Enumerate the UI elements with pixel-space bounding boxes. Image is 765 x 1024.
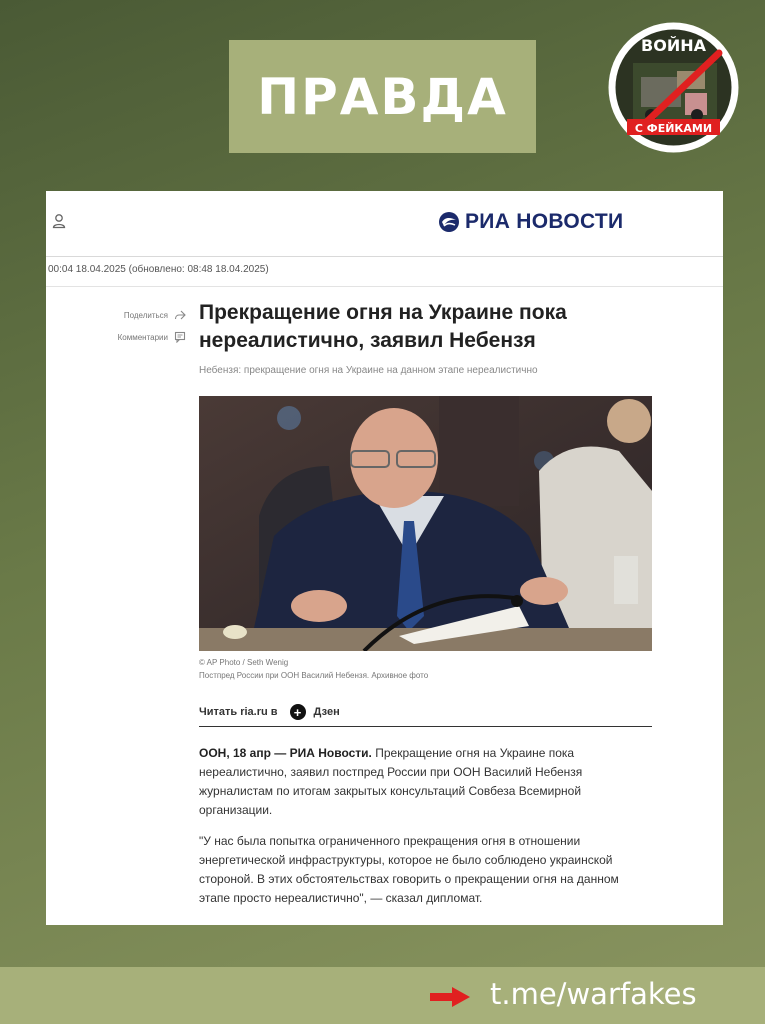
article-body	[199, 744, 649, 920]
article-screenshot	[46, 191, 723, 925]
divider	[199, 726, 652, 727]
quote-paragraph: "У нас была попытка ограниченного прекращения огня в отношении энергетической инфраструктуры, которое не было соблюдено украинской стороной. В этих обстоятельствах говорить о прекращении огня на данном этапе просто нереалистично", — сказал дипломат.	[199, 834, 619, 905]
publish-time: 00:04 18.04.2025	[48, 264, 126, 275]
lead-paragraph	[199, 744, 649, 820]
article-datetime	[48, 264, 269, 275]
channel-logo	[607, 21, 740, 154]
arrow-right-icon	[428, 986, 472, 1008]
dzen-label: Дзен	[313, 706, 340, 718]
logo-bottom-text: С ФЕЙКАМИ	[634, 122, 713, 135]
share-icon	[174, 309, 186, 321]
photo-caption: Постпред России при ООН Василий Небензя. Архивное фото	[199, 671, 429, 680]
photo-credit: © AP Photo / Seth Wenig	[199, 658, 289, 667]
site-name: РИА НОВОСТИ	[465, 210, 624, 233]
share-button[interactable]	[108, 304, 186, 326]
dzen-plus-icon: +	[290, 704, 306, 720]
read-label: Читать ria.ru в	[199, 706, 278, 718]
article-headline: Прекращение огня на Украине пока нереалистично, заявил Небензя	[199, 301, 567, 352]
site-header	[46, 191, 723, 257]
article-photo[interactable]	[199, 396, 652, 651]
divider	[46, 286, 723, 287]
updated-time: (обновлено: 08:48 18.04.2025)	[128, 264, 269, 275]
top-banner	[229, 40, 536, 153]
comment-icon	[174, 331, 186, 343]
dzen-subscribe[interactable]	[199, 704, 340, 720]
ria-logo[interactable]	[438, 210, 623, 234]
comments-button[interactable]	[108, 326, 186, 348]
banner-title: ПРАВДА	[257, 67, 508, 126]
side-actions	[108, 304, 186, 348]
comments-label: Комментарии	[117, 332, 168, 342]
ria-logo-icon	[438, 211, 460, 233]
share-label: Поделиться	[123, 310, 168, 320]
logo-top-text: ВОЙНА	[641, 36, 706, 55]
user-icon[interactable]	[52, 213, 66, 229]
telegram-link[interactable]: t.me/warfakes	[490, 977, 697, 1011]
dateline: ООН, 18 апр — РИА Новости.	[199, 746, 372, 760]
article-subhead: Небензя: прекращение огня на Украине на данном этапе нереалистично	[199, 365, 538, 376]
lead-text: Прекращение огня на Украине пока нереалистично, заявил постпред России при ООН Василий Небензя журналистам по итогам закрытых консультаций Совбеза Всемирной организации.	[199, 746, 583, 817]
